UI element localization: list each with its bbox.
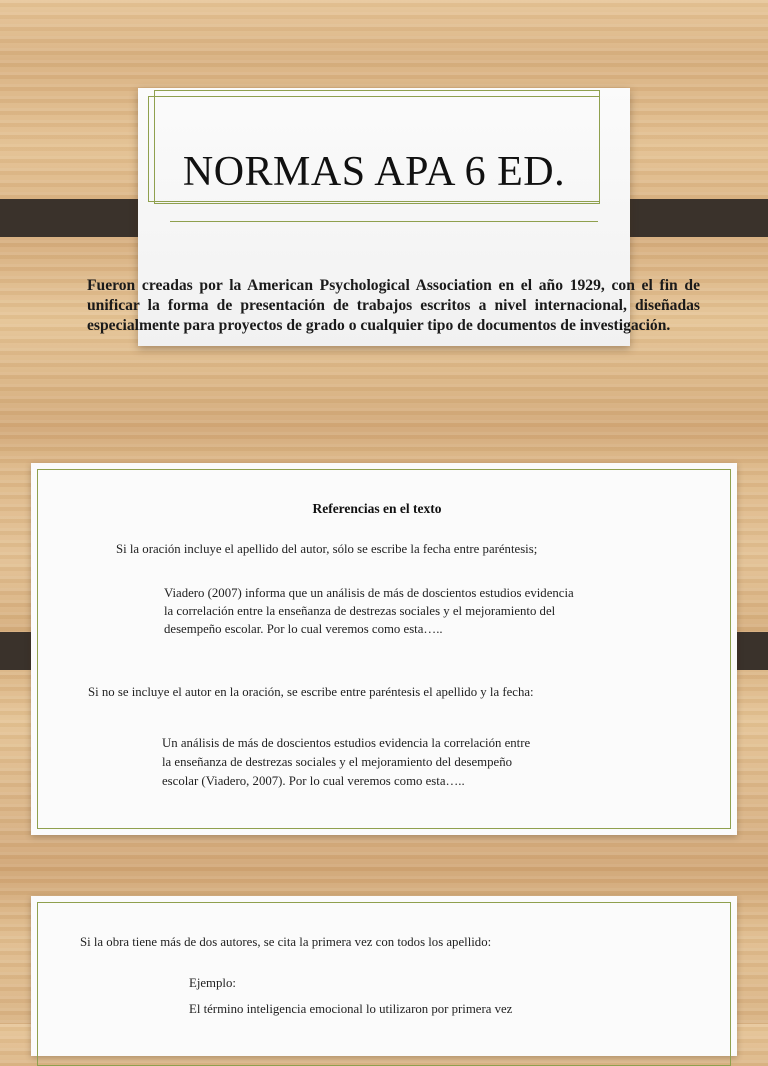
rule-with-author: Si la oración incluye el apellido del autor, sólo se escribe la fecha entre paréntesis;: [116, 542, 538, 556]
example-text: El término inteligencia emocional lo utilizaron por primera vez: [189, 1002, 513, 1016]
multiple-authors-frame: [37, 902, 731, 1066]
multiple-authors-slide: [31, 896, 737, 1056]
references-slide: [31, 463, 737, 835]
rule-many-authors: Si la obra tiene más de dos autores, se cita la primera vez con todos los apellido:: [80, 935, 492, 949]
example-without-author: Un análisis de más de doscientos estudios evidencia la correlación entre la enseñanza de destrezas sociales y el mejoramiento del desempeño escolar (Viadero, 2007). Por lo cual veremos como esta…..: [162, 736, 531, 788]
slide-title: NORMAS APA 6 ED.: [182, 149, 566, 195]
decorative-band-right: [613, 199, 768, 237]
references-heading: Referencias en el texto: [312, 501, 442, 516]
example-with-author: Viadero (2007) informa que un análisis de más de doscientos estudios evidencia la correlación entre la enseñanza de destrezas sociales y el mejoramiento del desempeño escolar. Por lo cual veremos como esta…..: [164, 586, 574, 636]
title-underline: [170, 221, 598, 222]
decorative-band-left: [0, 199, 155, 237]
intro-paragraph: Fueron creadas por la American Psychological Association en el año 1929, con el fin de unificar la forma de presentación de trabajos escritos a nivel internacional, diseñadas especialmente para proyectos de grado o cualquier tipo de documentos de investigación.: [87, 277, 700, 334]
rule-without-author: Si no se incluye el autor en la oración, se escribe entre paréntesis el apellido y la fecha:: [88, 685, 534, 699]
example-label: Ejemplo:: [189, 976, 236, 990]
